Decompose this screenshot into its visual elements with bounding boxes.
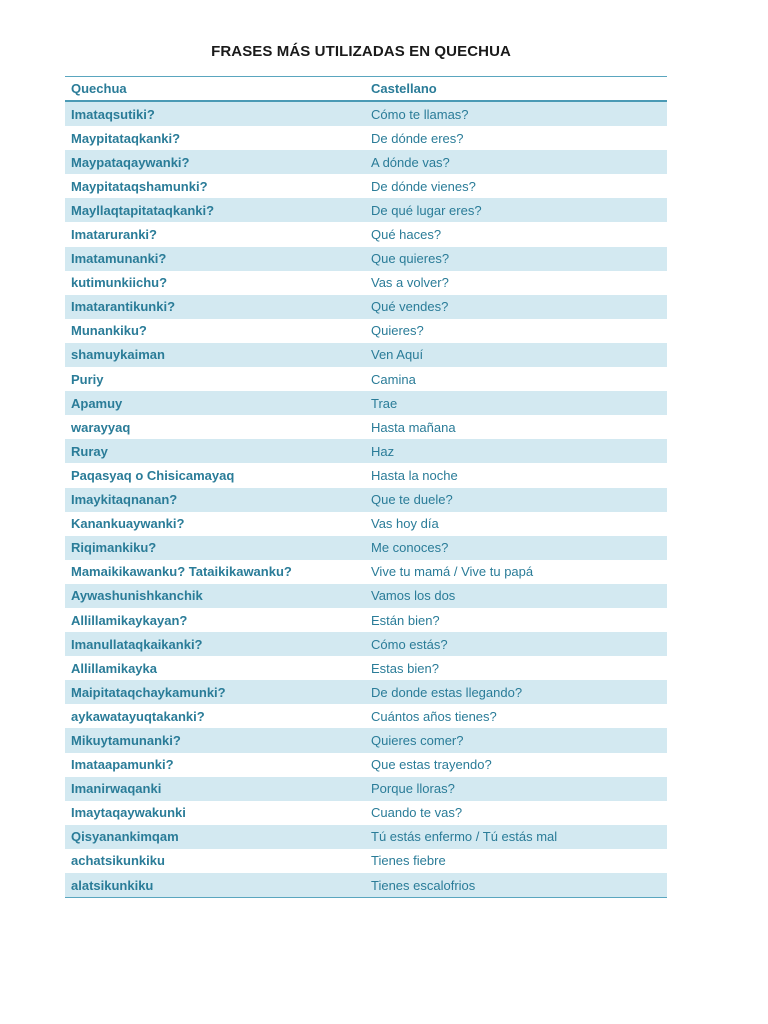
castellano-translation: A dónde vas? bbox=[371, 154, 450, 170]
table-row bbox=[65, 247, 667, 271]
table-row bbox=[65, 680, 667, 704]
table-row bbox=[65, 367, 667, 391]
castellano-translation: Qué vendes? bbox=[371, 299, 449, 315]
castellano-translation: Vas hoy día bbox=[371, 516, 439, 532]
castellano-translation: Vive tu mamá / Vive tu papá bbox=[371, 564, 534, 580]
column-header-castellano: Castellano bbox=[371, 81, 437, 96]
castellano-translation: De qué lugar eres? bbox=[371, 202, 482, 218]
quechua-phrase: Maypitataqshamunki? bbox=[71, 178, 208, 194]
castellano-translation: Cómo te llamas? bbox=[371, 106, 469, 122]
quechua-phrase: Imatarantikunki? bbox=[71, 299, 176, 315]
quechua-phrase: Allillamikayka bbox=[71, 660, 157, 676]
table-row bbox=[65, 319, 667, 343]
castellano-translation: Que te duele? bbox=[371, 492, 453, 508]
quechua-phrase: aykawatayuqtakanki? bbox=[71, 708, 205, 724]
table-row bbox=[65, 728, 667, 752]
table-row bbox=[65, 391, 667, 415]
quechua-phrase: Imatamunanki? bbox=[71, 251, 167, 267]
castellano-translation: Hasta mañana bbox=[371, 419, 456, 435]
quechua-phrase: Maypitataqkanki? bbox=[71, 130, 181, 146]
quechua-phrase: kutimunkiichu? bbox=[71, 275, 168, 291]
quechua-phrase: Munankiku? bbox=[71, 323, 147, 339]
castellano-translation: Estas bien? bbox=[371, 660, 439, 676]
table-row bbox=[65, 608, 667, 632]
quechua-phrase: Imaytaqaywakunki bbox=[71, 805, 186, 821]
table-row bbox=[65, 295, 667, 319]
quechua-phrase: Maypataqaywanki? bbox=[71, 154, 190, 170]
castellano-translation: Hasta la noche bbox=[371, 467, 458, 483]
castellano-translation: Tú estás enfermo / Tú estás mal bbox=[371, 829, 558, 845]
page-title: FRASES MÁS UTILIZADAS EN QUECHUA bbox=[211, 43, 511, 60]
castellano-translation: Vamos los dos bbox=[371, 588, 456, 604]
castellano-translation: Camina bbox=[371, 371, 416, 387]
castellano-translation: Tienes escalofrios bbox=[371, 877, 476, 893]
castellano-translation: Que quieres? bbox=[371, 251, 450, 267]
castellano-translation: De donde estas llegando? bbox=[371, 684, 523, 700]
table-row bbox=[65, 198, 667, 222]
quechua-phrase: achatsikunkiku bbox=[71, 853, 165, 869]
table-row bbox=[65, 463, 667, 487]
table-row bbox=[65, 632, 667, 656]
phrases-table bbox=[65, 76, 667, 898]
castellano-translation: Tienes fiebre bbox=[371, 853, 446, 869]
table-row bbox=[65, 536, 667, 560]
table-row bbox=[65, 656, 667, 680]
castellano-translation: Qué haces? bbox=[371, 227, 442, 243]
column-header-quechua: Quechua bbox=[71, 81, 127, 96]
table-row bbox=[65, 343, 667, 367]
table-row bbox=[65, 704, 667, 728]
table-row bbox=[65, 439, 667, 463]
table-row bbox=[65, 174, 667, 198]
table-header-row bbox=[65, 77, 667, 102]
castellano-translation: Cómo estás? bbox=[371, 636, 448, 652]
quechua-phrase: Maipitataqchaykamunki? bbox=[71, 684, 226, 700]
quechua-phrase: Paqasyaq o Chisicamayaq bbox=[71, 467, 235, 483]
quechua-phrase: Aywashunishkanchik bbox=[71, 588, 203, 604]
quechua-phrase: shamuykaiman bbox=[71, 347, 165, 363]
quechua-phrase: Allillamikaykayan? bbox=[71, 612, 188, 628]
table-row bbox=[65, 849, 667, 873]
quechua-phrase: Mayllaqtapitataqkanki? bbox=[71, 202, 215, 218]
quechua-phrase: Imaykitaqnanan? bbox=[71, 492, 178, 508]
castellano-translation: Porque lloras? bbox=[371, 781, 455, 797]
table-row bbox=[65, 777, 667, 801]
table-row bbox=[65, 488, 667, 512]
table-row bbox=[65, 101, 667, 126]
quechua-phrase: Ruray bbox=[71, 443, 108, 459]
castellano-translation: Vas a volver? bbox=[371, 275, 449, 291]
table-row bbox=[65, 801, 667, 825]
quechua-phrase: warayyaq bbox=[71, 419, 131, 435]
quechua-phrase: Kanankuaywanki? bbox=[71, 516, 185, 532]
quechua-phrase: alatsikunkiku bbox=[71, 877, 154, 893]
quechua-phrase: Mamaikikawanku? Tataikikawanku? bbox=[71, 564, 292, 580]
table-row bbox=[65, 560, 667, 584]
table-row bbox=[65, 271, 667, 295]
quechua-phrase: Apamuy bbox=[71, 395, 123, 411]
quechua-phrase: Qisyanankimqam bbox=[71, 829, 179, 845]
quechua-phrase: Imataapamunki? bbox=[71, 757, 174, 773]
castellano-translation: Quieres? bbox=[371, 323, 424, 339]
table-row bbox=[65, 512, 667, 536]
quechua-phrase: Imataruranki? bbox=[71, 227, 157, 243]
quechua-phrase: Imanirwaqanki bbox=[71, 781, 162, 797]
quechua-phrase: Imanullataqkaikanki? bbox=[71, 636, 203, 652]
castellano-translation: Ven Aquí bbox=[371, 347, 424, 363]
castellano-translation: Quieres comer? bbox=[371, 732, 464, 748]
table-row bbox=[65, 222, 667, 246]
castellano-translation: Haz bbox=[371, 443, 395, 459]
table-body bbox=[65, 101, 667, 898]
castellano-translation: Están bien? bbox=[371, 612, 440, 628]
table-row bbox=[65, 150, 667, 174]
table-row bbox=[65, 825, 667, 849]
castellano-translation: De dónde vienes? bbox=[371, 178, 476, 194]
castellano-translation: Cuando te vas? bbox=[371, 805, 463, 821]
table-row bbox=[65, 584, 667, 608]
table-row bbox=[65, 415, 667, 439]
table-row bbox=[65, 753, 667, 777]
castellano-translation: Que estas trayendo? bbox=[371, 757, 492, 773]
quechua-phrase: Mikuytamunanki? bbox=[71, 732, 181, 748]
castellano-translation: Me conoces? bbox=[371, 540, 449, 556]
castellano-translation: Trae bbox=[371, 395, 398, 411]
quechua-phrase: Puriy bbox=[71, 371, 104, 387]
quechua-phrase: Riqimankiku? bbox=[71, 540, 157, 556]
quechua-phrase: Imataqsutiki? bbox=[71, 106, 155, 122]
table-row bbox=[65, 873, 667, 898]
castellano-translation: Cuántos años tienes? bbox=[371, 708, 497, 724]
table-row bbox=[65, 126, 667, 150]
castellano-translation: De dónde eres? bbox=[371, 130, 464, 146]
